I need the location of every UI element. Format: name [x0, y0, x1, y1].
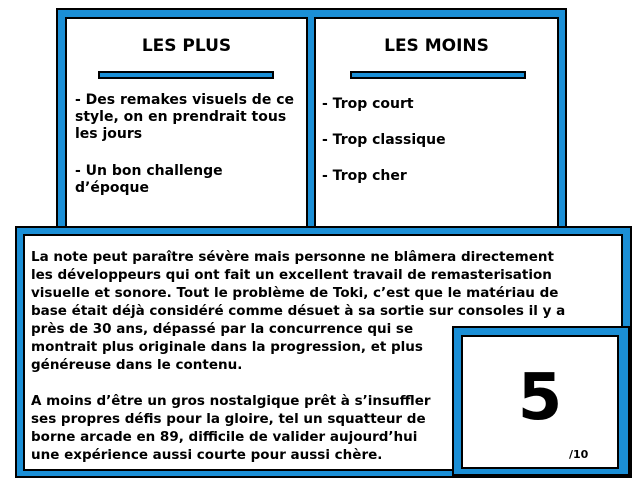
- pros-item-1: - Des remakes visuels de ce style, on en prendrait tous les jours: [75, 92, 294, 142]
- cons-divider: [350, 71, 526, 79]
- pros-panel: [65, 17, 308, 230]
- review-line: ses propres défis pour la gloire, tel un squatteur de: [31, 411, 426, 427]
- review-line: montrait plus originale dans la progression, et plus: [31, 339, 423, 355]
- cons-item-3: - Trop cher: [322, 168, 407, 184]
- score-out-of: /10: [569, 448, 589, 461]
- review-line: A moins d’être un gros nostalgique prêt à s’insuffler: [31, 393, 431, 409]
- cons-panel: [314, 17, 559, 230]
- score-value: 5: [517, 361, 563, 435]
- cons-title: LES MOINS: [384, 36, 489, 56]
- review-line: visuelle et sonore. Tout le problème de Toki, c’est que le matériau de: [31, 285, 559, 301]
- cons-item-1: - Trop court: [322, 96, 414, 112]
- pros-divider: [98, 71, 274, 79]
- review-line: La note peut paraître sévère mais personne ne blâmera directement: [31, 249, 554, 265]
- score-panel: [461, 335, 619, 469]
- review-line: base était déjà considéré comme désuet à sa sortie sur consoles il y a: [31, 303, 566, 319]
- pros-title: LES PLUS: [141, 36, 232, 56]
- cons-item-2: - Trop classique: [322, 132, 446, 148]
- review-line: près de 30 ans, dépassé par la concurrence qui se: [31, 321, 414, 337]
- review-line: généreuse dans le contenu.: [31, 357, 243, 373]
- review-line: une expérience aussi courte pour aussi chère.: [31, 447, 383, 463]
- review-line: borne arcade en 89, difficile de valider aujourd’hui: [31, 429, 418, 445]
- review-line: les développeurs qui ont fait un excellent travail de remasterisation: [31, 267, 552, 283]
- pros-item-2: - Un bon challenge d’époque: [75, 163, 223, 196]
